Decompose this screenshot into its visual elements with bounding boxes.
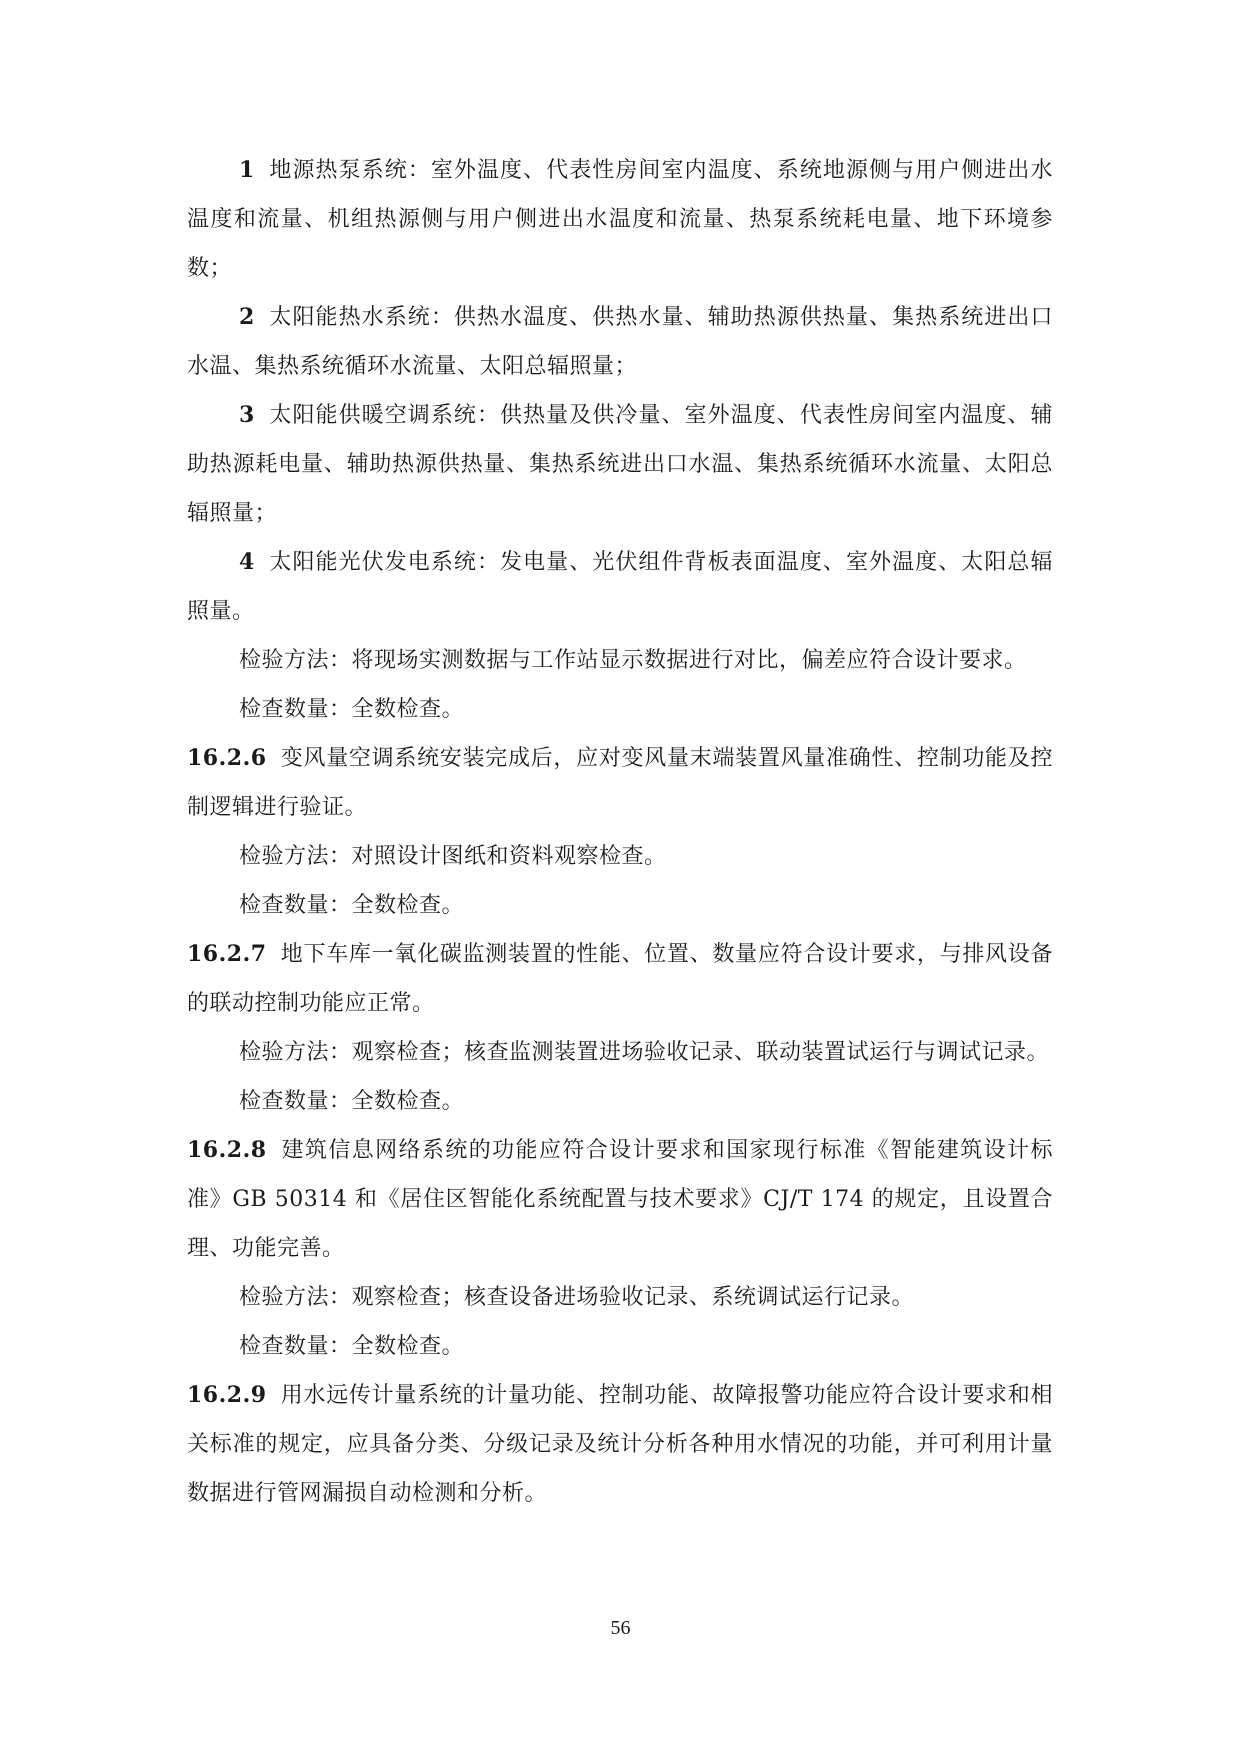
item-text: 太阳能供暖空调系统：供热量及供冷量、室外温度、代表性房间室内温度、辅助热源耗电量、辅助热源供热量、集热系统进出口水温、集热系统循环水流量、太阳总辐照量； [187, 403, 1053, 526]
inspection-quantity: 检查数量：全数检查。 [239, 1334, 465, 1359]
clause-text: 变风量空调系统安装完成后，应对变风量末端装置风量准确性、控制功能及控制逻辑进行验证。 [187, 746, 1053, 820]
page-number: 56 [610, 1617, 631, 1639]
clause-16-2-6 [187, 734, 1053, 832]
list-item-2 [187, 293, 1053, 391]
clause-text: 地下车库一氧化碳监测装置的性能、位置、数量应符合设计要求，与排风设备的联动控制功能应正常。 [187, 942, 1053, 1016]
clause-number: 16.2.8 [187, 1137, 267, 1163]
item-number: 3 [239, 402, 255, 428]
inspection-quantity: 检查数量：全数检查。 [239, 893, 465, 918]
clause-text: 用水远传计量系统的计量功能、控制功能、故障报警功能应符合设计要求和相关标准的规定，应具备分类、分级记录及统计分析各种用水情况的功能，并可利用计量数据进行管网漏损自动检测和分析。 [187, 1383, 1053, 1506]
clause-text: 建筑信息网络系统的功能应符合设计要求和国家现行标准《智能建筑设计标准》GB 50314 和《居住区智能化系统配置与技术要求》CJ/T 174 的规定，且设置合理、功能完善。 [187, 1138, 1053, 1261]
clause-16-2-7 [187, 930, 1053, 1028]
clause-number: 16.2.9 [187, 1382, 267, 1408]
clause-16-2-9 [187, 1371, 1053, 1518]
list-item-1 [187, 146, 1053, 293]
item-text: 地源热泵系统：室外温度、代表性房间室内温度、系统地源侧与用户侧进出水温度和流量、机组热源侧与用户侧进出水温度和流量、热泵系统耗电量、地下环境参数； [187, 158, 1053, 281]
clause-number: 16.2.7 [187, 941, 267, 967]
inspection-quantity: 检查数量：全数检查。 [239, 1089, 465, 1114]
list-item-4 [187, 538, 1053, 636]
inspection-method: 检验方法：观察检查；核查设备进场验收记录、系统调试运行记录。 [239, 1285, 915, 1310]
item-number: 2 [239, 304, 255, 330]
clause-16-2-8 [187, 1126, 1053, 1273]
inspection-method: 检验方法：观察检查；核查监测装置进场验收记录、联动装置试运行与调试记录。 [239, 1040, 1050, 1065]
item-text: 太阳能热水系统：供热水温度、供热水量、辅助热源供热量、集热系统进出口水温、集热系统循环水流量、太阳总辐照量； [187, 305, 1053, 379]
clause-number: 16.2.6 [187, 745, 267, 771]
item-number: 4 [239, 549, 255, 575]
inspection-method: 检验方法：对照设计图纸和资料观察检查。 [239, 844, 667, 869]
list-item-3 [187, 391, 1053, 538]
document-body [187, 146, 1053, 1518]
inspection-method: 检验方法：将现场实测数据与工作站显示数据进行对比，偏差应符合设计要求。 [239, 648, 1027, 673]
inspection-quantity: 检查数量：全数检查。 [239, 697, 465, 722]
item-number: 1 [239, 157, 255, 183]
item-text: 太阳能光伏发电系统：发电量、光伏组件背板表面温度、室外温度、太阳总辐照量。 [187, 550, 1053, 624]
